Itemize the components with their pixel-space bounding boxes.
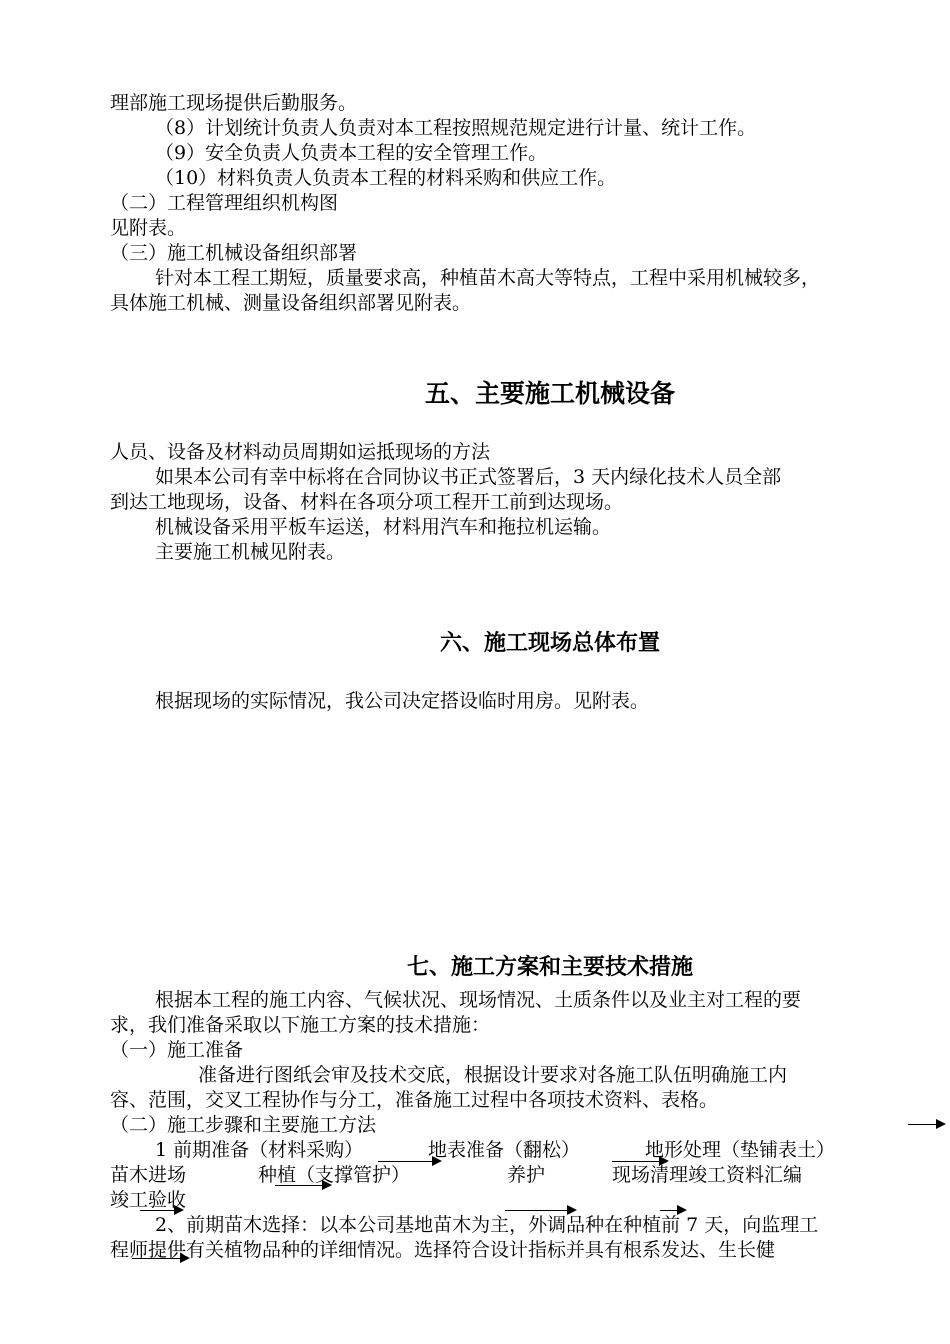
text-line: 求，我们准备采取以下施工方案的技术措施：	[110, 1014, 491, 1036]
flow-arrow-icon	[505, 1210, 575, 1211]
text-line: （9）安全负责人负责本工程的安全管理工作。	[155, 142, 548, 164]
flow-arrow-icon	[908, 1124, 944, 1125]
subheading: （三）施工机械设备组织部署	[110, 242, 358, 264]
text-line: 程师提供有关植物品种的详细情况。选择符合设计指标并具有根系发达、生长健	[110, 1239, 776, 1261]
text-line: 具体施工机械、测量设备组织部署见附表。	[110, 292, 472, 314]
flow-arrow-icon	[132, 1258, 188, 1259]
text-line: 针对本工程工期短，质量要求高，种植苗木高大等特点，工程中采用机械较多，	[155, 267, 821, 289]
text-line: 机械设备采用平板车运送，材料用汽车和拖拉机运输。	[155, 516, 612, 538]
section-title: 七、施工方案和主要技术措施	[406, 955, 693, 980]
subheading: 人员、设备及材料动员周期如运抵现场的方法	[110, 441, 491, 463]
text-line: 2、前期苗木选择：以本公司基地苗木为主，外调品种在种植前 7 天，向监理工	[155, 1214, 819, 1236]
text-line: 主要施工机械见附表。	[155, 541, 346, 563]
text-line: （8）计划统计负责人负责对本工程按照规范规定进行计量、统计工作。	[155, 117, 757, 139]
text-line: 理部施工现场提供后勤服务。	[110, 92, 358, 114]
flow-arrow-icon	[378, 1161, 440, 1162]
text-line: 准备进行图纸会审及技术交底，根据设计要求对各施工队伍明确施工内	[198, 1064, 788, 1086]
text-line: 如果本公司有幸中标将在合同协议书正式签署后，3 天内绿化技术人员全部	[155, 466, 782, 488]
flow-step: 养护	[507, 1164, 546, 1186]
flow-arrow-icon	[660, 1210, 685, 1211]
flow-step: 现场清理竣工资料汇编	[612, 1164, 803, 1186]
flow-step: 竣工验收	[110, 1189, 187, 1211]
flow-step: 种植（支撑管护）	[258, 1164, 411, 1186]
section-title: 五、主要施工机械设备	[424, 379, 675, 408]
subheading: （二）施工步骤和主要施工方法	[110, 1114, 377, 1136]
section-title: 六、施工现场总体布置	[439, 631, 660, 656]
flow-step: 苗木进场	[110, 1164, 187, 1186]
text-line: 到达工地现场，设备、材料在各项分项工程开工前到达现场。	[110, 491, 624, 513]
text-line: 根据现场的实际情况，我公司决定搭设临时用房。见附表。	[155, 690, 650, 712]
text-line: （10）材料负责人负责本工程的材料采购和供应工作。	[155, 167, 617, 189]
text-line: 根据本工程的施工内容、气候状况、现场情况、土质条件以及业主对工程的要	[155, 989, 802, 1011]
subheading: （二）工程管理组织机构图	[110, 192, 339, 214]
flow-step: 地表准备（翻松）	[428, 1139, 581, 1161]
text-line: 见附表。	[110, 217, 187, 239]
flow-arrow-icon	[275, 1185, 330, 1186]
text-line: 容、范围，交叉工程协作与分工，准备施工过程中各项技术资料、表格。	[110, 1089, 719, 1111]
flow-arrow-icon	[612, 1161, 667, 1162]
subheading: （一）施工准备	[110, 1039, 244, 1061]
flow-step: 1 前期准备（材料采购）	[155, 1139, 364, 1161]
flow-step: 地形处理（垫铺表土）	[645, 1139, 836, 1161]
